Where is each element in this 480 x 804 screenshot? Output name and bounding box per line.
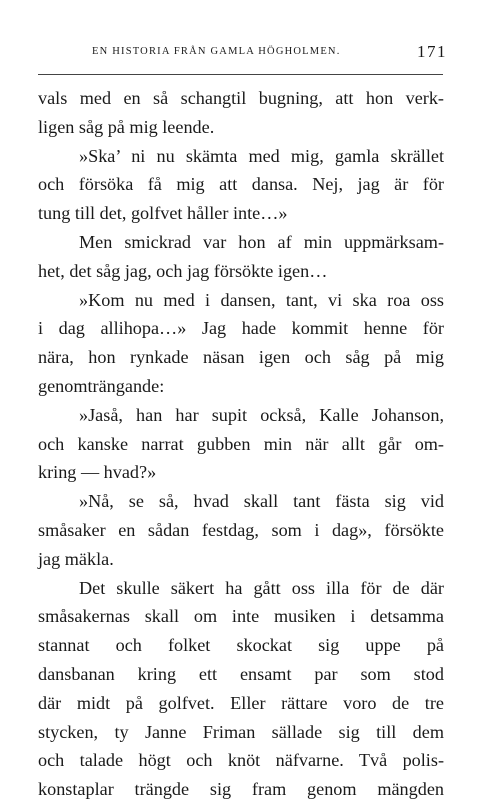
text-line: »Ska’ ni nu skämta med mig, gamla skrället — [79, 145, 444, 166]
text-line: nära, hon rynkade näsan igen och såg på mig — [38, 347, 444, 368]
text-line: småsaker en sådan festdag, som i dag», försökte — [38, 519, 444, 540]
text-line: »Jaså, han har supit också, Kalle Johanson, — [79, 404, 444, 425]
text-line: »Nå, se så, hvad skall tant fästa sig vid — [79, 491, 444, 512]
text-line: stycken, ty Janne Friman sällade sig till dem — [38, 721, 444, 742]
text-line: i dag allihopa…» Jag hade kommit henne för — [38, 318, 444, 339]
text-line: genomträngande: — [38, 375, 165, 396]
text-line: het, det såg jag, och jag försökte igen… — [38, 260, 328, 281]
header-rule — [38, 74, 443, 75]
running-head — [92, 42, 447, 64]
text-line: och talade högt och knöt näfvarne. Två polis- — [38, 750, 444, 771]
text-line: ligen såg på mig leende. — [38, 116, 215, 137]
text-line: konstaplar trängde sig fram genom mängden — [38, 779, 444, 800]
text-line: jag mäkla. — [38, 548, 114, 569]
text-line: dansbanan kring ett ensamt par som stod — [38, 663, 444, 684]
text-line: Det skulle säkert ha gått oss illa för de där — [79, 577, 444, 598]
text-line: vals med en så schangtil bugning, att hon verk- — [38, 88, 444, 108]
page-number: 171 — [417, 42, 447, 61]
text-line: och försöka få mig att dansa. Nej, jag är för — [38, 174, 444, 195]
text-line: och kanske narrat gubben min när allt går om- — [38, 433, 444, 454]
running-title: EN HISTORIA FRÅN GAMLA HÖGHOLMEN. — [92, 46, 341, 57]
text-line: stannat och folket skockat sig uppe på — [38, 635, 444, 656]
text-line: kring — hvad?» — [38, 462, 157, 483]
text-line: småsakernas skall om inte musiken i detsamma — [38, 606, 444, 627]
text-line: Men smickrad var hon af min uppmärksam- — [79, 231, 444, 252]
text-line: »Kom nu med i dansen, tant, vi ska roa oss — [79, 289, 444, 310]
body-text — [38, 84, 444, 804]
text-line: där midt på golfvet. Eller rättare voro de tre — [38, 692, 444, 713]
text-line: tung till det, golfvet håller inte…» — [38, 203, 288, 224]
